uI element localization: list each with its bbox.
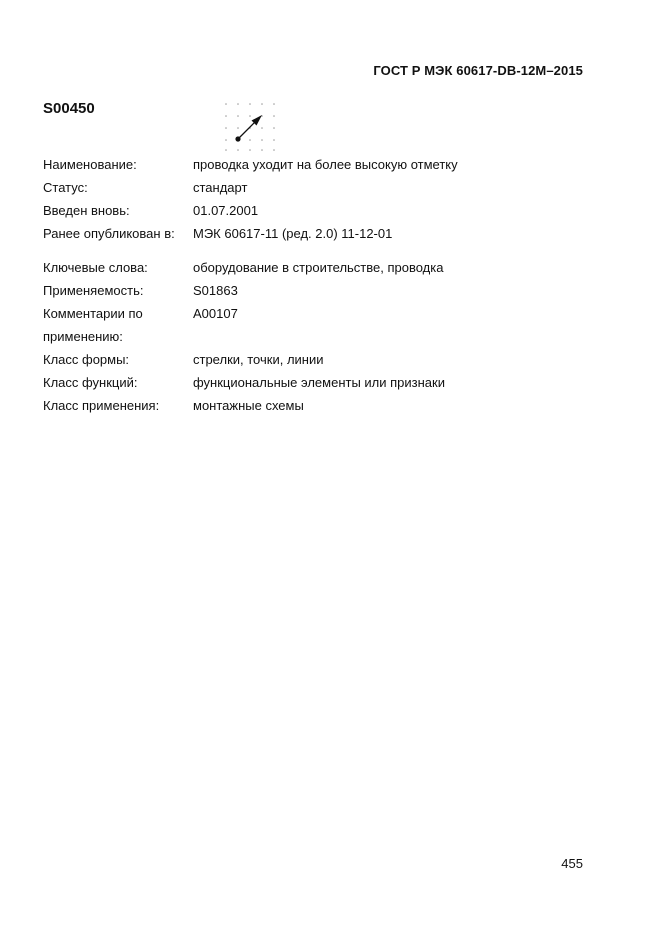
field-label: Класс применения: [43, 398, 160, 413]
field-value: оборудование в строительстве, проводка [193, 260, 444, 275]
field-label: Ключевые слова: [43, 260, 148, 275]
field-value: монтажные схемы [193, 398, 304, 413]
field-label: Применяемость: [43, 283, 144, 298]
symbol-code: S00450 [43, 100, 95, 117]
field-value: 01.07.2001 [193, 203, 259, 218]
field-value: стандарт [193, 180, 248, 195]
field-label: Введен вновь: [43, 203, 130, 218]
field-label: Класс функций: [43, 375, 138, 390]
field-value: A00107 [193, 306, 238, 321]
field-label: применению: [43, 329, 123, 344]
field-value: S01863 [193, 283, 238, 298]
symbol-figure-arrow-icon [222, 100, 278, 152]
field-value: функциональные элементы или признаки [193, 375, 445, 390]
field-label: Комментарии по [43, 306, 143, 321]
field-label: Ранее опубликован в: [43, 226, 175, 241]
field-label: Статус: [43, 180, 88, 195]
field-label: Наименование: [43, 157, 137, 172]
field-value: стрелки, точки, линии [193, 352, 324, 367]
field-value: МЭК 60617-11 (ред. 2.0) 11-12-01 [193, 226, 393, 241]
document-header: ГОСТ Р МЭК 60617-DB-12M–2015 [373, 63, 583, 78]
field-value: проводка уходит на более высокую отметку [193, 157, 458, 172]
page-number: 455 [561, 856, 583, 871]
field-label: Класс формы: [43, 352, 130, 367]
